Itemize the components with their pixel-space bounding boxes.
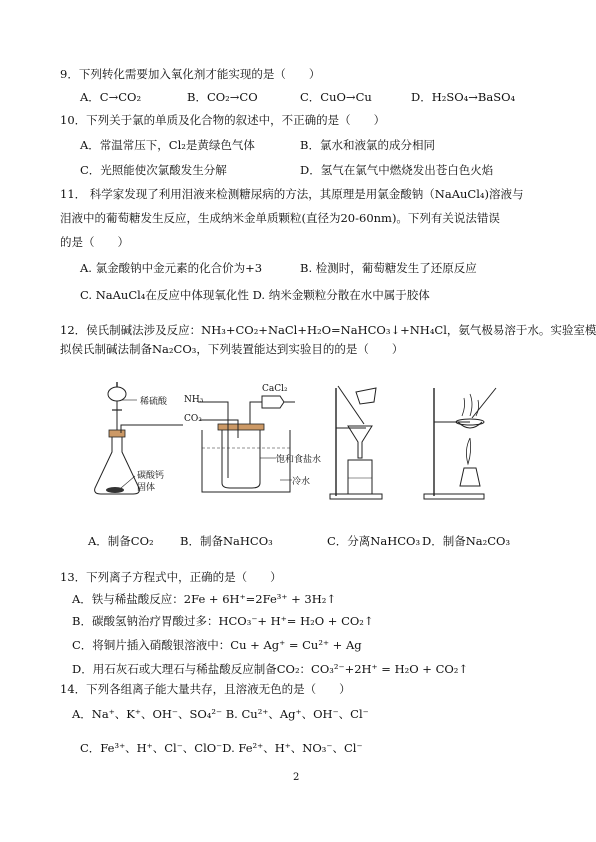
q10-option-d: D．氢气在氯气中燃烧发出苍白色火焰 bbox=[300, 163, 494, 177]
q13-stem: 13．下列离子方程式中，正确的是（ ） bbox=[60, 570, 282, 584]
q14-options-cd: C．Fe³⁺、H⁺、Cl⁻、ClO⁻D. Fe²⁺、H⁺、NO₃⁻、Cl⁻ bbox=[80, 741, 363, 755]
apparatus-a-figure bbox=[85, 380, 185, 505]
label-solid: 固体 bbox=[137, 483, 156, 493]
page-number: 2 bbox=[293, 772, 300, 783]
label-co2: CO₂ bbox=[184, 414, 202, 424]
q10-stem: 10．下列关于氯的单质及化合物的叙述中，不正确的是（ ） bbox=[60, 113, 386, 127]
label-calcium-carbonate: 碳酸钙 bbox=[137, 471, 165, 481]
q11-line-3: 的是（ ） bbox=[60, 235, 129, 249]
apparatus-c-figure bbox=[328, 378, 398, 503]
q10-option-a: A．常温常压下，Cl₂是黄绿色气体 bbox=[80, 138, 255, 152]
q9-option-b: B．CO₂→CO bbox=[187, 90, 258, 104]
q9-option-c: C．CuO→Cu bbox=[300, 90, 372, 104]
q12-line-2: 拟侯氏制碱法制备Na₂CO₃，下列装置能达到实验目的的是（ ） bbox=[60, 342, 404, 356]
q11-line-1: 11． 科学家发现了利用泪液来检测糖尿病的方法，其原理是用氯金酸钠（NaAuCl₄)溶液与 bbox=[60, 187, 524, 201]
q13-option-d: D．用石灰石或大理石与稀盐酸反应制备CO₂：CO₃²⁻+2H⁺ = H₂O + CO₂↑ bbox=[72, 662, 469, 676]
q11-option-cd: C. NaAuCl₄在反应中体现氧化性 D. 纳米金颗粒分散在水中属于胶体 bbox=[80, 288, 430, 302]
q11-line-2: 泪液中的葡萄糖发生反应，生成纳米金单质颗粒(直径为20-60nm)。下列有关说法错误 bbox=[60, 211, 500, 225]
q9-option-d: D．H₂SO₄→BaSO₄ bbox=[411, 90, 516, 104]
q10-option-b: B．氯水和液氯的成分相同 bbox=[300, 138, 435, 152]
label-saturated-brine: 饱和食盐水 bbox=[276, 455, 322, 465]
label-nh3: NH₃ bbox=[184, 395, 204, 405]
q14-options-ab: A．Na⁺、K⁺、OH⁻、SO₄²⁻ B. Cu²⁺、Ag⁺、OH⁻、Cl⁻ bbox=[72, 707, 369, 721]
label-dilute-sulfuric-acid: 稀硫酸 bbox=[140, 397, 168, 407]
q13-option-a: A．铁与稀盐酸反应：2Fe + 6H⁺=2Fe³⁺ + 3H₂↑ bbox=[72, 592, 336, 606]
q9-option-a: A．C→CO₂ bbox=[80, 90, 142, 104]
q12-caption-a: A．制备CO₂ bbox=[88, 534, 154, 548]
q12-line-1: 12．侯氏制碱法涉及反应：NH₃+CO₂+NaCl+H₂O=NaHCO₃↓+NH₄Cl，氨气极易溶于水。实验室模 bbox=[60, 323, 596, 337]
q14-stem: 14．下列各组离子能大量共存，且溶液无色的是（ ） bbox=[60, 682, 351, 696]
label-cacl2: CaCl₂ bbox=[262, 384, 288, 394]
q10-option-c: C．光照能使次氯酸发生分解 bbox=[80, 163, 227, 177]
q11-option-a: A. 氯金酸钠中金元素的化合价为+3 bbox=[80, 261, 263, 275]
q13-option-b: B．碳酸氢钠治疗胃酸过多：HCO₃⁻+ H⁺= H₂O + CO₂↑ bbox=[72, 614, 374, 628]
q11-option-b: B. 检测时，葡萄糖发生了还原反应 bbox=[300, 261, 477, 275]
q9-stem: 9．下列转化需要加入氧化剂才能实现的是（ ） bbox=[60, 67, 321, 81]
q13-option-c: C．将铜片插入硝酸银溶液中：Cu + Ag⁺ = Cu²⁺ + Ag bbox=[72, 638, 362, 652]
q12-caption-b: B．制备NaHCO₃ bbox=[180, 534, 273, 548]
label-cold-water: 冷水 bbox=[292, 477, 311, 487]
apparatus-d-figure bbox=[420, 378, 510, 503]
q12-caption-d: D．制备Na₂CO₃ bbox=[422, 534, 511, 548]
q12-caption-c: C．分离NaHCO₃ bbox=[327, 534, 421, 548]
